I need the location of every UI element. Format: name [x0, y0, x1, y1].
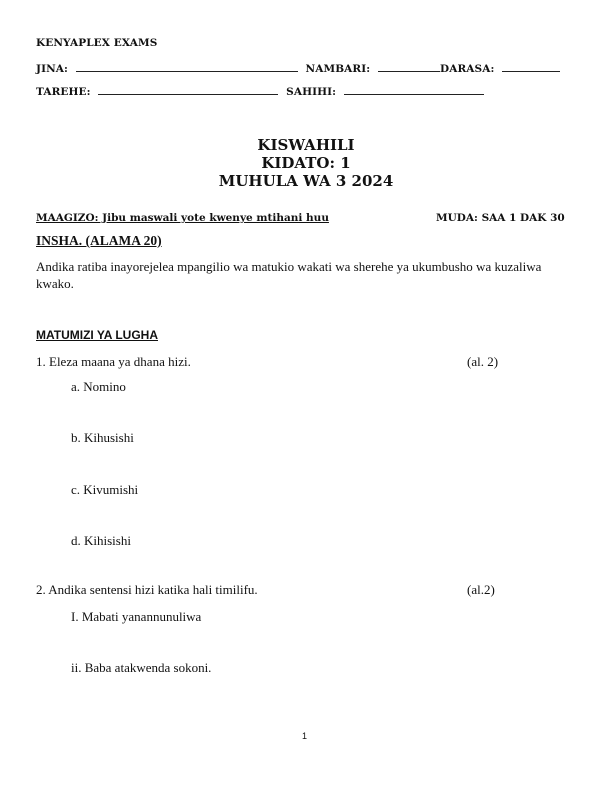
sahihi-label: SAHIHI: — [286, 86, 337, 98]
jina-label: JINA: — [36, 63, 68, 75]
question-1-text: 1. Eleza maana ya dhana hizi. — [36, 354, 191, 369]
question-1-item-d: d. Kihisishi — [71, 533, 131, 548]
tarehe-row — [36, 84, 484, 98]
form-title: KIDATO: 1 — [261, 154, 351, 172]
nambari-field[interactable] — [378, 61, 440, 72]
question-1-item-b: b. Kihusishi — [71, 430, 134, 445]
nambari-label: NAMBARI: — [305, 63, 371, 75]
sahihi-field[interactable] — [344, 84, 484, 95]
question-1-item-c: c. Kivumishi — [71, 482, 139, 497]
org-name: KENYAPLEX EXAMS — [36, 37, 158, 49]
question-2-item-ii: ii. Baba atakwenda sokoni. — [71, 660, 212, 675]
term-title: MUHULA WA 3 2024 — [218, 172, 394, 190]
tarehe-field[interactable] — [98, 84, 278, 95]
time-allowed: MUDA: SAA 1 DAK 30 — [436, 212, 565, 224]
question-2-text: 2. Andika sentensi hizi katika hali timilifu. — [36, 582, 258, 597]
tarehe-label: TAREHE: — [36, 86, 91, 98]
darasa-label: DARASA: — [440, 63, 495, 75]
insha-prompt: Andika ratiba inayorejelea mpangilio wa matukio wakati wa sherehe ya ukumbusho wa kuzaliwa kwako. — [36, 259, 542, 291]
question-2-item-i: I. Mabati yanannunuliwa — [71, 609, 202, 624]
darasa-field[interactable] — [502, 61, 560, 72]
insha-heading: INSHA. (ALAMA 20) — [36, 233, 162, 248]
question-1-item-a: a. Nomino — [71, 379, 126, 394]
subject-title: KISWAHILI — [257, 136, 355, 154]
jina-row — [36, 61, 560, 75]
matumizi-heading: MATUMIZI YA LUGHA — [36, 328, 158, 342]
instructions-text: MAAGIZO: Jibu maswali yote kwenye mtihani huu — [36, 212, 329, 224]
question-2-marks: (al.2) — [467, 582, 495, 597]
page-number: 1 — [302, 731, 308, 741]
question-1-marks: (al. 2) — [467, 354, 499, 369]
jina-field[interactable] — [76, 61, 298, 72]
